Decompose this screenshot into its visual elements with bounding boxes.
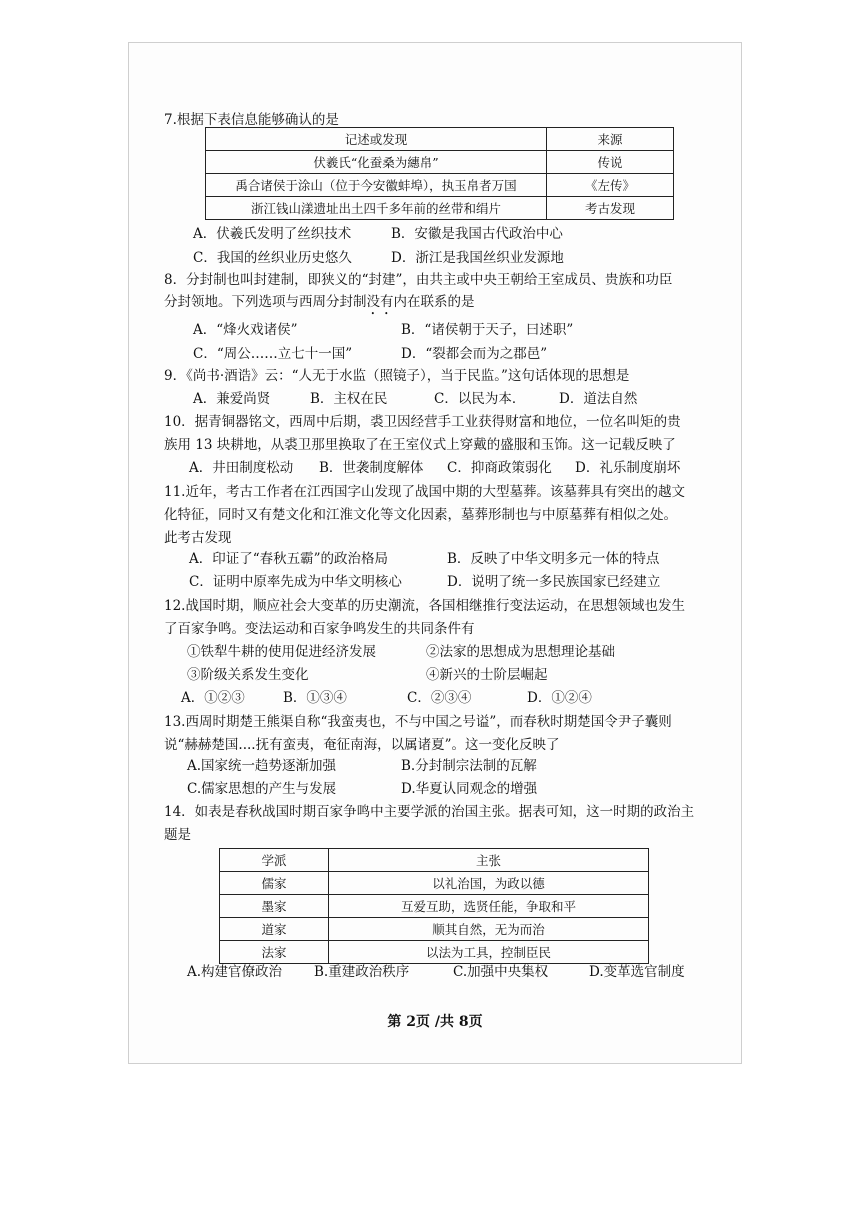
table-cell: 顺其自然，无为而治 xyxy=(329,918,649,941)
question-7-table xyxy=(205,127,674,220)
option-a: A．兼爱尚贤 xyxy=(193,391,271,407)
question-8-stem-line1: 8．分封制也叫封建制，即狭义的“封建”，由共主或中央王朝给王室成员、贵族和功臣 xyxy=(164,272,673,288)
page-number: 第 2页 /共 8页 xyxy=(387,1014,483,1030)
table-row xyxy=(220,895,649,918)
question-11-stem-line3: 此考古发现 xyxy=(164,530,232,546)
question-14-table xyxy=(219,848,649,964)
option-a: A.国家统一趋势逐渐加强 xyxy=(187,758,337,774)
table-cell: 传说 xyxy=(547,151,674,174)
table-cell: 互爱互助，选贤任能，争取和平 xyxy=(329,895,649,918)
table-cell: 伏羲氏“化蚕桑为繐帛” xyxy=(206,151,547,174)
option-d: D．说明了统一多民族国家已经建立 xyxy=(447,574,661,590)
table-cell: 道家 xyxy=(220,918,329,941)
question-14-stem-line1: 14．如表是春秋战国时期百家争鸣中主要学派的治国主张。据表可知，这一时期的政治主 xyxy=(164,804,695,820)
question-7-stem: 7.根据下表信息能够确认的是 xyxy=(164,112,339,128)
option-b: B．反映了中华文明多元一体的特点 xyxy=(447,551,660,567)
option-d: D．①②④ xyxy=(527,690,592,706)
table-cell: 法家 xyxy=(220,941,329,964)
question-12-stem-line2: 了百家争鸣。变法运动和百家争鸣发生的共同条件有 xyxy=(164,621,475,637)
option-d: D．浙江是我国丝织业发源地 xyxy=(391,250,564,266)
table-header: 主张 xyxy=(329,849,649,872)
option-c: C．证明中原率先成为中华文明核心 xyxy=(189,574,402,590)
option-b: B．安徽是我国古代政治中心 xyxy=(391,226,563,242)
option-c: C.加强中央集权 xyxy=(453,964,549,980)
option-a: A．井田制度松动 xyxy=(189,460,294,476)
table-cell: 禹合诸侯于涂山（位于今安徽蚌埠），执玉帛者万国 xyxy=(206,174,547,197)
table-header: 学派 xyxy=(220,849,329,872)
stem-text: 分封领地。下列选项与西周分封制 xyxy=(164,294,367,310)
question-11-stem-line1: 11.近年，考古工作者在江西国字山发现了战国中期的大型墓葬。该墓葬具有突出的越文 xyxy=(164,484,685,500)
table-row xyxy=(206,197,674,220)
option-c: C．我国的丝织业历史悠久 xyxy=(193,250,352,266)
option-a: A．伏羲氏发明了丝织技术 xyxy=(193,226,352,242)
statement-3: ③阶级关系发生变化 xyxy=(187,667,309,683)
emphasized-text: 没有 xyxy=(366,294,394,310)
option-a: A．印证了“春秋五霸”的政治格局 xyxy=(189,551,389,567)
table-row xyxy=(220,941,649,964)
table-header: 来源 xyxy=(547,128,674,151)
option-c: C．以民为本． xyxy=(434,391,526,407)
table-cell: 墨家 xyxy=(220,895,329,918)
question-9-stem: 9．《尚书·酒诰》云：“人无于水监（照镜子），当于民监。”这句话体现的思想是 xyxy=(164,368,630,384)
table-cell: 儒家 xyxy=(220,872,329,895)
table-cell: 《左传》 xyxy=(547,174,674,197)
question-13-stem-line2: 说“赫赫楚国....抚有蛮夷，奄征南海，以属诸夏”。这一变化反映了 xyxy=(164,737,560,753)
option-d: D．道法自然 xyxy=(559,391,638,407)
option-b: B.重建政治秩序 xyxy=(314,964,410,980)
question-10-stem-line1: 10．据青铜器铭文，西周中后期，裘卫因经营手工业获得财富和地位，一位名叫矩的贵 xyxy=(164,414,681,430)
table-cell: 以法为工具，控制臣民 xyxy=(329,941,649,964)
option-b: B．世袭制度解体 xyxy=(319,460,424,476)
table-header: 记述或发现 xyxy=(206,128,547,151)
question-10-stem-line2: 族用 13 块耕地，从裘卫那里换取了在王室仪式上穿戴的盛服和玉饰。这一记载反映了 xyxy=(164,437,676,453)
table-row xyxy=(220,872,649,895)
exam-page xyxy=(128,42,742,1064)
option-b: B.分封制宗法制的瓦解 xyxy=(401,758,537,774)
question-8-stem-line2 xyxy=(164,293,475,318)
table-cell: 浙江钱山漾遗址出土四千多年前的丝带和绢片 xyxy=(206,197,547,220)
option-b: B．主权在民 xyxy=(310,391,388,407)
table-row xyxy=(206,174,674,197)
statement-1: ①铁犁牛耕的使用促进经济发展 xyxy=(187,644,376,660)
statement-2: ②法家的思想成为思想理论基础 xyxy=(426,644,615,660)
option-c: C．“周公……立七十一国” xyxy=(193,346,353,362)
option-a: A．①②③ xyxy=(181,690,245,706)
statement-4: ④新兴的士阶层崛起 xyxy=(426,667,548,683)
option-c: C．②③④ xyxy=(407,690,472,706)
question-13-stem-line1: 13.西周时期楚王熊渠自称“我蛮夷也，不与中国之号谥”，而春秋时期楚国令尹子囊则 xyxy=(164,714,672,730)
question-11-stem-line2: 化特征，同时又有楚文化和江淮文化等文化因素，墓葬形制也与中原墓葬有相似之处。 xyxy=(164,507,677,523)
option-d: D．“裂都会而为之郡邑” xyxy=(401,346,548,362)
option-b: B．“诸侯朝于天子，曰述职” xyxy=(401,322,574,338)
option-c: C.儒家思想的产生与发展 xyxy=(187,781,337,797)
option-a: A．“烽火戏诸侯” xyxy=(193,322,298,338)
table-row xyxy=(220,918,649,941)
option-c: C．抑商政策弱化 xyxy=(447,460,552,476)
option-d: D.变革选官制度 xyxy=(589,964,685,980)
option-a: A.构建官僚政治 xyxy=(187,964,283,980)
table-cell: 考古发现 xyxy=(547,197,674,220)
table-cell: 以礼治国，为政以德 xyxy=(329,872,649,895)
option-d: D．礼乐制度崩坏 xyxy=(575,460,681,476)
option-b: B．①③④ xyxy=(283,690,347,706)
question-12-stem-line1: 12.战国时期，顺应社会大变革的历史潮流，各国相继推行变法运动，在思想领域也发生 xyxy=(164,598,685,614)
question-14-stem-line2: 题是 xyxy=(164,827,191,843)
table-row xyxy=(206,151,674,174)
option-d: D.华夏认同观念的增强 xyxy=(401,781,538,797)
stem-text: 内在联系的是 xyxy=(393,294,475,310)
